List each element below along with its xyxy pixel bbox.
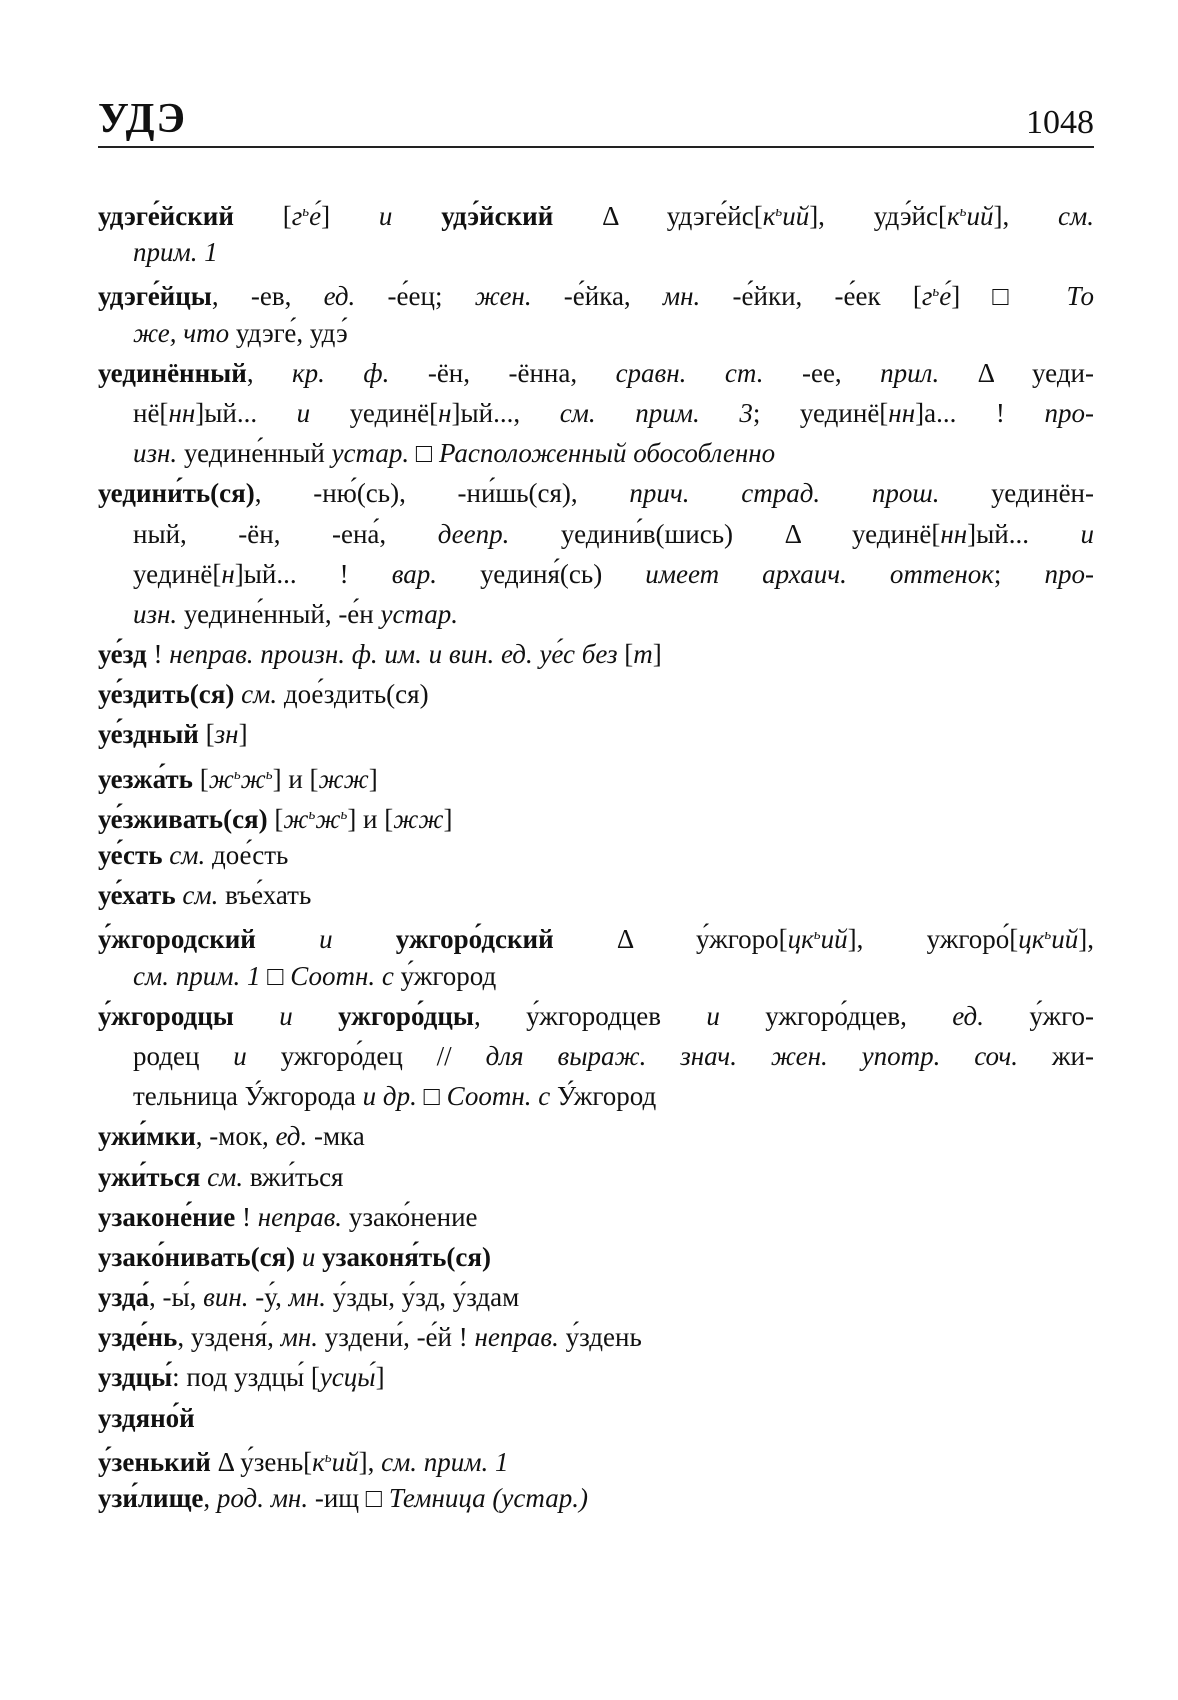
- italic-label: г: [291, 201, 303, 231]
- text: ный, -ён, -ена́,: [133, 518, 438, 549]
- italic-label: см. прим. 1: [133, 960, 261, 991]
- italic-label: ий: [966, 201, 994, 231]
- italic-label: см. прим. 3: [559, 397, 753, 428]
- text: -ищ □: [308, 1483, 389, 1513]
- superscript-mark: ь: [324, 1449, 332, 1466]
- italic-label: мн.: [288, 1282, 326, 1313]
- text: дое́сть: [205, 840, 289, 870]
- headword: уедини́ть(ся): [98, 478, 255, 509]
- superscript-mark: ь: [1044, 927, 1052, 944]
- text: узако́нение: [342, 1201, 478, 1232]
- text: ужгоро́дец //: [246, 1040, 486, 1071]
- dictionary-entry: [98, 875, 1094, 915]
- entry-line: [98, 594, 1094, 634]
- italic-label: деепр.: [437, 518, 510, 549]
- text: ] □: [951, 281, 1067, 312]
- italic-label: зн: [214, 719, 239, 750]
- text: ]ый...,: [451, 397, 560, 428]
- italic-label: т: [633, 639, 653, 670]
- text: ],: [358, 1446, 382, 1477]
- italic-label: прич. страд. прош.: [629, 478, 940, 509]
- entry-line: [98, 1438, 1094, 1478]
- italic-label: про-: [1044, 558, 1094, 589]
- italic-label: жж: [318, 763, 369, 794]
- italic-label: ий: [820, 924, 848, 955]
- text: ]: [652, 639, 662, 670]
- dictionary-entry: [98, 755, 1094, 795]
- italic-label: неправ. произн. ф. им. и вин. ед. уе́с без: [169, 639, 625, 670]
- text: дое́здить(ся): [277, 679, 429, 710]
- superscript-mark: ь: [813, 927, 821, 944]
- italic-label: нн: [940, 518, 968, 549]
- text: родец: [133, 1040, 234, 1071]
- headword: у́жгородцы: [98, 1000, 234, 1031]
- dictionary-entry: [98, 192, 1094, 272]
- entry-line: [98, 714, 1094, 754]
- entry-line: [98, 393, 1094, 433]
- entry-line: [98, 875, 1094, 915]
- italic-label: ий: [782, 201, 810, 231]
- italic-label: То: [1066, 281, 1094, 312]
- italic-label: ж: [240, 763, 266, 794]
- dictionary-entry: [98, 272, 1094, 352]
- headword: узако́нивать(ся): [98, 1241, 296, 1272]
- italic-label: к: [312, 1446, 325, 1477]
- text: : под уздцы́ [: [172, 1362, 320, 1393]
- text: у́жгород: [393, 960, 497, 991]
- italic-label: нн: [888, 397, 916, 428]
- headword: узаконе́ние: [98, 1201, 236, 1232]
- dictionary-entry: [98, 1157, 1094, 1197]
- italic-label: и: [233, 1040, 247, 1071]
- italic-label: ед.: [275, 1121, 308, 1152]
- italic-label: Соотн. с: [446, 1081, 551, 1112]
- headword: уе́зживать(ся): [98, 803, 268, 834]
- text: ужгоро́дцев,: [719, 1000, 953, 1031]
- entry-line: [98, 473, 1094, 513]
- text: -е́йки, -е́ек [: [700, 281, 922, 312]
- entry-line: [98, 1076, 1094, 1116]
- italic-label: см.: [1058, 201, 1094, 231]
- dictionary-entry: [98, 473, 1094, 634]
- text: у́жго-: [983, 1000, 1095, 1031]
- italic-label: к: [946, 201, 960, 231]
- superscript-mark: ь: [340, 806, 348, 823]
- headword: уе́сть: [98, 840, 163, 870]
- text: [: [192, 763, 209, 794]
- text: ; уединё[: [752, 397, 889, 428]
- text: □: [260, 960, 291, 991]
- entry-line: [98, 835, 1094, 875]
- text: !: [146, 639, 170, 670]
- italic-label: е́: [309, 201, 322, 231]
- entry-line: [98, 353, 1094, 393]
- text: Δ у́жгоро[: [553, 924, 788, 955]
- italic-label: и: [296, 397, 311, 428]
- text: ]: [443, 803, 453, 834]
- dictionary-entry: [98, 1197, 1094, 1237]
- entry-line: [98, 1398, 1094, 1438]
- italic-label: мн.: [662, 281, 701, 312]
- italic-label: Расположенный обособленно: [438, 438, 776, 469]
- italic-label: вар.: [391, 558, 438, 589]
- text: , узденя́,: [177, 1322, 281, 1353]
- headword: ужгоро́дский: [395, 924, 554, 955]
- italic-label: н: [438, 397, 452, 428]
- text: у́зды, у́зд, у́здам: [325, 1282, 520, 1313]
- text: , -ню́(сь), -ни́шь(ся),: [254, 478, 630, 509]
- italic-label: см.: [200, 1161, 244, 1192]
- italic-label: устар.: [380, 598, 459, 629]
- superscript-mark: ь: [959, 204, 967, 220]
- dictionary-entry: [98, 1398, 1094, 1438]
- headword: узи́лище: [98, 1483, 204, 1513]
- text: ], ужгоро́[: [847, 924, 1019, 955]
- text: -у́,: [248, 1282, 289, 1313]
- entry-line: [98, 1197, 1094, 1237]
- text: ] и [: [272, 763, 319, 794]
- entry-line: [98, 433, 1094, 473]
- entry-line: [98, 232, 1094, 272]
- dictionary-entry: [98, 674, 1094, 714]
- headword: уе́зд: [98, 639, 147, 670]
- guide-word: УДЭ: [98, 96, 187, 142]
- italic-label: е́: [939, 281, 952, 312]
- entry-line: [98, 996, 1094, 1036]
- text: [: [198, 719, 215, 750]
- italic-label: для выраж. знач. жен. употр. соч.: [485, 1040, 1018, 1071]
- text: ]ый...: [195, 397, 297, 428]
- text: жи-: [1018, 1040, 1094, 1071]
- italic-label: и др.: [362, 1081, 417, 1112]
- text: -мка: [307, 1121, 365, 1152]
- dictionary-entry: [98, 1438, 1094, 1478]
- italic-label: изн.: [133, 598, 178, 629]
- italic-label: цк: [1018, 924, 1045, 955]
- entry-line: [98, 554, 1094, 594]
- italic-label: ж: [283, 803, 309, 834]
- entry-line: [98, 192, 1094, 232]
- text: ]: [375, 1362, 385, 1393]
- text: ]: [368, 763, 378, 794]
- text: Δ уеди-: [939, 357, 1094, 388]
- italic-label: сравн. ст.: [615, 357, 764, 388]
- entry-line: [98, 1116, 1094, 1156]
- italic-label: мн.: [280, 1322, 319, 1353]
- text: Δ у́зень[: [210, 1446, 313, 1477]
- text: уединя́(сь): [437, 558, 646, 589]
- headword: удэге́йцы: [98, 281, 212, 312]
- entry-line: [98, 915, 1094, 955]
- text: ] и [: [347, 803, 394, 834]
- text: ]а... !: [915, 397, 1045, 428]
- italic-label: и: [295, 1241, 323, 1272]
- dictionary-entry: [98, 714, 1094, 754]
- entry-line: [98, 956, 1094, 996]
- text: [: [624, 639, 634, 670]
- text: [: [267, 803, 284, 834]
- text: у́здень: [558, 1322, 642, 1353]
- text: -ее,: [763, 357, 881, 388]
- dictionary-entry: [98, 1116, 1094, 1156]
- dictionary-entry: [98, 1478, 1094, 1518]
- text: ,: [203, 1483, 217, 1513]
- headword: ужгоро́дцы: [338, 1000, 474, 1031]
- text: уедине́нный, -е́н: [177, 598, 381, 629]
- dictionary-entry: [98, 1317, 1094, 1357]
- italic-label: ед.: [952, 1000, 984, 1031]
- text: уединён-: [939, 478, 1094, 509]
- italic-label: жж: [393, 803, 444, 834]
- entry-line: [98, 755, 1094, 795]
- text: удэге́, удэ́: [229, 317, 348, 348]
- text: нё[: [133, 397, 169, 428]
- headword: уединённый: [98, 357, 247, 388]
- text: уединё[: [133, 558, 222, 589]
- entry-line: [98, 634, 1094, 674]
- text: уздени́, -е́й !: [318, 1322, 475, 1353]
- headword: у́жгородский: [98, 924, 256, 955]
- dictionary-entry: [98, 1237, 1094, 1277]
- italic-label: и: [378, 201, 442, 231]
- superscript-mark: ь: [308, 806, 316, 823]
- text: -е́ец;: [355, 281, 475, 312]
- text: ], удэ́йс[: [809, 201, 947, 231]
- italic-label: усцы́: [319, 1362, 376, 1393]
- text: □: [416, 1081, 447, 1112]
- italic-label: устар.: [331, 438, 410, 469]
- italic-label: прим. 1: [133, 237, 218, 268]
- italic-label: неправ.: [474, 1322, 559, 1353]
- italic-label: род. мн.: [216, 1483, 309, 1513]
- superscript-mark: ь: [775, 204, 783, 220]
- italic-label: г: [921, 281, 933, 312]
- headword: уздцы́: [98, 1362, 173, 1393]
- italic-label: к: [762, 201, 776, 231]
- italic-label: н: [221, 558, 235, 589]
- headword: узде́нь: [98, 1322, 178, 1353]
- italic-label: см. прим. 1: [381, 1446, 509, 1477]
- italic-label: жен.: [474, 281, 532, 312]
- text: уединё[: [310, 397, 439, 428]
- italic-label: ж: [315, 803, 341, 834]
- text: ]ый...: [967, 518, 1081, 549]
- headword: удэ́йский: [441, 201, 554, 231]
- italic-label: ж: [208, 763, 234, 794]
- italic-label: имеет архаич. оттенок: [645, 558, 994, 589]
- text: ],: [1078, 924, 1094, 955]
- text: ]: [321, 201, 379, 231]
- headword: ужи́ться: [98, 1161, 201, 1192]
- headword: узаконя́ть(ся): [322, 1241, 492, 1272]
- superscript-mark: ь: [932, 284, 940, 301]
- superscript-mark: ь: [302, 204, 310, 220]
- dictionary-entry: [98, 996, 1094, 1117]
- italic-label: кр. ф.: [292, 357, 390, 388]
- text: ;: [993, 558, 1045, 589]
- text: !: [235, 1201, 258, 1232]
- italic-label: и: [255, 924, 396, 955]
- headword: уздяно́й: [98, 1402, 195, 1433]
- italic-label: ий: [1051, 924, 1079, 955]
- headword: ужи́мки: [98, 1121, 196, 1152]
- entry-line: [98, 1478, 1094, 1518]
- italic-label: см.: [234, 679, 278, 710]
- text: ],: [993, 201, 1059, 231]
- headword: уе́здить(ся): [98, 679, 235, 710]
- italic-label: см.: [162, 840, 206, 870]
- text: въе́хать: [218, 880, 312, 911]
- dictionary-entry: [98, 835, 1094, 875]
- headword: узда́: [98, 1282, 150, 1313]
- running-header: [98, 78, 1094, 148]
- text: , -ы́,: [149, 1282, 204, 1313]
- headword: удэге́йский: [98, 201, 234, 231]
- headword: уе́хать: [98, 880, 176, 911]
- entry-line: [98, 1317, 1094, 1357]
- dictionary-entry: [98, 353, 1094, 474]
- text: , -ев,: [211, 281, 324, 312]
- dictionary-entry: [98, 915, 1094, 995]
- entry-line: [98, 795, 1094, 835]
- text: ,: [246, 357, 293, 388]
- italic-label: ий: [331, 1446, 359, 1477]
- headword: уезжа́ть: [98, 763, 193, 794]
- superscript-mark: ь: [233, 766, 241, 783]
- entry-line: [98, 514, 1094, 554]
- text: , у́жгородцев: [473, 1000, 707, 1031]
- dictionary-entry: [98, 795, 1094, 835]
- dictionary-entries: [98, 192, 1094, 1518]
- italic-label: и: [233, 1000, 339, 1031]
- page-number: 1048: [1026, 104, 1094, 141]
- italic-label: же, что: [133, 317, 230, 348]
- text: , -мок,: [195, 1121, 276, 1152]
- headword: уе́здный: [98, 719, 199, 750]
- text: -е́йка,: [531, 281, 663, 312]
- italic-label: прил.: [880, 357, 940, 388]
- italic-label: цк: [787, 924, 814, 955]
- italic-label: и: [706, 1000, 720, 1031]
- italic-label: неправ.: [257, 1201, 343, 1232]
- entry-line: [98, 1357, 1094, 1397]
- entry-line: [98, 1237, 1094, 1277]
- dictionary-entry: [98, 634, 1094, 674]
- text: вжи́ться: [243, 1161, 344, 1192]
- text: -ён, -ённа,: [389, 357, 616, 388]
- italic-label: и: [1080, 518, 1094, 549]
- dictionary-entry: [98, 1357, 1094, 1397]
- entry-line: [98, 1277, 1094, 1317]
- italic-label: см.: [175, 880, 219, 911]
- text: ]: [238, 719, 248, 750]
- entry-line: [98, 272, 1094, 312]
- text: □: [409, 438, 439, 469]
- italic-label: вин.: [203, 1282, 249, 1313]
- superscript-mark: ь: [265, 766, 273, 783]
- italic-label: про-: [1044, 397, 1094, 428]
- italic-label: Темница (устар.): [388, 1483, 588, 1513]
- headword: у́зенький: [98, 1446, 211, 1477]
- entry-line: [98, 313, 1094, 353]
- entry-line: [98, 674, 1094, 714]
- italic-label: нн: [168, 397, 196, 428]
- text: уедине́нный: [177, 438, 332, 469]
- text: тельница У́жгорода: [133, 1081, 363, 1112]
- text: У́жгород: [550, 1081, 657, 1112]
- text: уедини́в(шись) Δ уединё[: [509, 518, 941, 549]
- dictionary-entry: [98, 1277, 1094, 1317]
- italic-label: ед.: [323, 281, 356, 312]
- text: ]ый... !: [234, 558, 392, 589]
- italic-label: Соотн. с: [290, 960, 394, 991]
- entry-line: [98, 1157, 1094, 1197]
- text: [: [233, 201, 292, 231]
- italic-label: изн.: [133, 438, 178, 469]
- entry-line: [98, 1036, 1094, 1076]
- text: Δ удэге́йс[: [553, 201, 763, 231]
